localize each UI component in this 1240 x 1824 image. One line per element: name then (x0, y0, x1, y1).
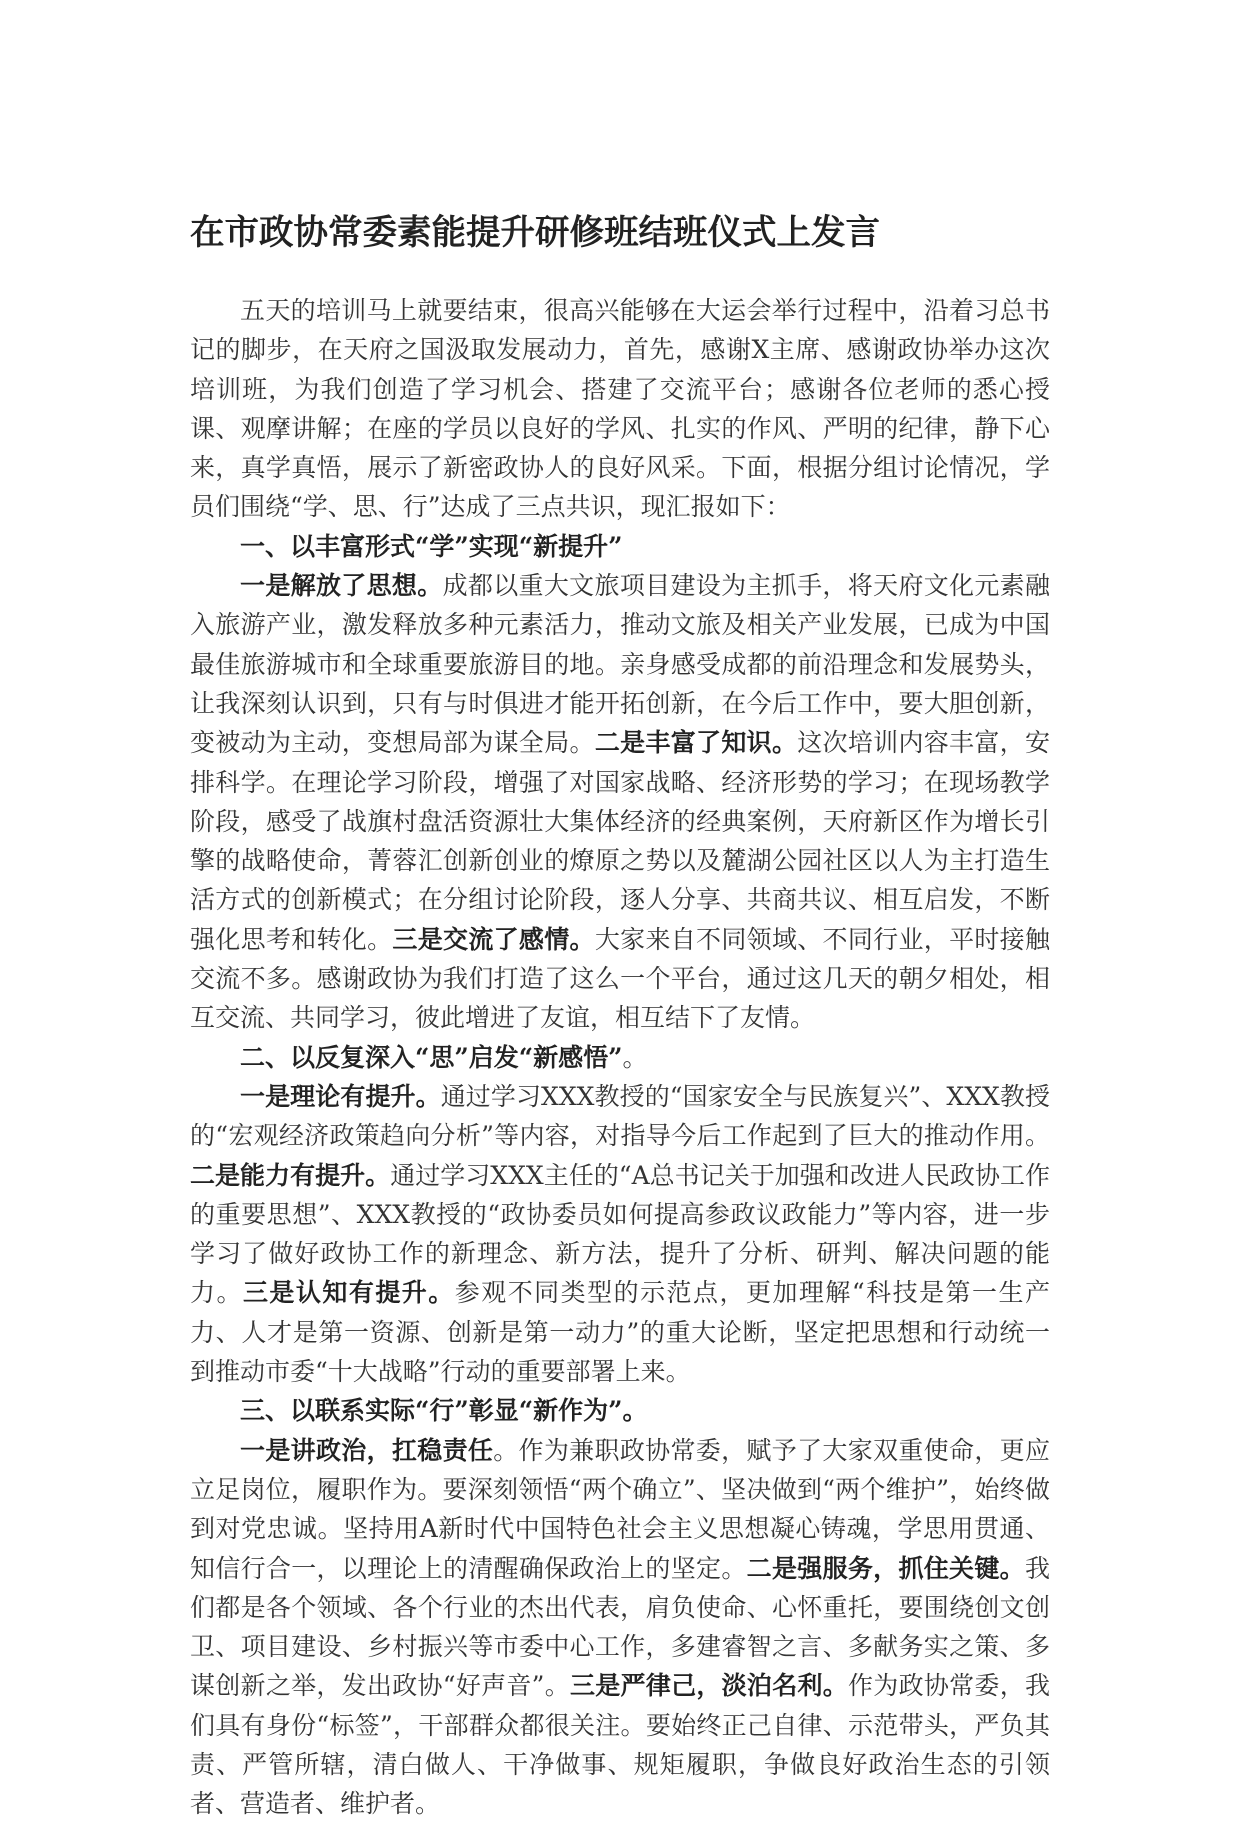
document-body (190, 291, 1050, 1824)
point-2-text: 这次培训内容丰富，安排科学。在理论学习阶段，增强了对国家战略、经济形势的学习；在现场教学阶段，感受了战旗村盘活资源壮大集体经济的经典案例，天府新区作为增长引擎的战略使命，菁蓉汇创新创业的燎原之势以及麓湖公园社区以人为主打造生活方式的创新模式；在分组讨论阶段，逐人分享、共商共议、相互启发，不断强化思考和转化。 (190, 728, 1050, 954)
section-heading-tail: 。 (622, 1042, 648, 1072)
intro-paragraph: 五天的培训马上就要结束，很高兴能够在大运会举行过程中，沿着习总书记的脚步，在天府之国汲取发展动力，首先，感谢X主席、感谢政协举办这次培训班，为我们创造了学习机会、搭建了交流平台；感谢各位老师的悉心授课、观摩讲解；在座的学员以良好的学风、扎实的作风、严明的纪律，静下心来，真学真悟，展示了新密政协人的良好风采。下面，根据分组讨论情况，学员们围绕“学、思、行”达成了三点共识，现汇报如下： (190, 296, 1050, 522)
section-3-heading (190, 1391, 1050, 1430)
section-2-paragraph (190, 1077, 1050, 1391)
point-3-label: 三是认知有提升。 (242, 1278, 455, 1308)
point-3-label: 三是交流了感情。 (392, 924, 595, 954)
point-2-text: 我们都是各个领域、各个行业的杰出代表，肩负使命、心怀重托，要围绕创文创卫、项目建设、乡村振兴等市委中心工作，多建睿智之言、多献务实之策、多谋创新之举，发出政协“好声音”。 (190, 1553, 1050, 1701)
point-1-label: 一是讲政治，扛稳责任 (240, 1435, 494, 1465)
point-2-label: 二是丰富了知识。 (594, 728, 798, 758)
section-1-paragraph (190, 566, 1050, 1038)
section-2-heading (190, 1038, 1050, 1077)
point-3-text: 大家来自不同领域、不同行业，平时接触交流不多。感谢政协为我们打造了这么一个平台，通过这几天的朝夕相处，相互交流、共同学习，彼此增进了友谊，相互结下了友情。 (190, 924, 1050, 1033)
point-1-text: 。作为兼职政协常委，赋予了大家双重使命，更应立足岗位，履职作为。要深刻领悟“两个确立”、坚决做到“两个维护”，始终做到对党忠诚。坚持用A新时代中国特色社会主义思想凝心铸魂，学思用贯通、知信行合一，以理论上的清醒确保政治上的坚定。 (190, 1435, 1050, 1583)
point-1-label: 一是解放了思想。 (240, 571, 443, 601)
point-1-label: 一是理论有提升。 (240, 1081, 441, 1111)
point-3-text: 作为政协常委，我们具有身份“标签”，干部群众都很关注。要始终正己自律、示范带头，严负其责、严管所辖，清白做人、干净做事、规矩履职，争做良好政治生态的引领者、营造者、维护者。 (190, 1671, 1050, 1819)
point-1-text: 通过学习XXX教授的“国家安全与民族复兴”、XXX教授的“宏观经济政策趋向分析”等内容，对指导今后工作起到了巨大的推动作用。 (190, 1081, 1050, 1151)
point-2-label: 二是强服务，抓住关键。 (746, 1553, 1025, 1583)
section-1-heading (190, 527, 1050, 566)
point-3-label: 三是严律己，淡泊名利。 (569, 1671, 849, 1701)
point-1-text: 成都以重大文旅项目建设为主抓手，将天府文化元素融入旅游产业，激发释放多种元素活力，推动文旅及相关产业发展，已成为中国最佳旅游城市和全球重要旅游目的地。亲身感受成都的前沿理念和发展势头，让我深刻认识到，只有与时俱进才能开拓创新，在今后工作中，要大胆创新，变被动为主动，变想局部为谋全局。 (190, 571, 1050, 758)
document-title: 在市政协常委素能提升研修班结班仪式上发言 (190, 213, 880, 253)
point-2-label: 二是能力有提升。 (190, 1160, 391, 1190)
point-3-text: 参观不同类型的示范点，更加理解“科技是第一生产力、人才是第一资源、创新是第一动力”的重大论断，坚定把思想和行动统一到推动市委“十大战略”行动的重要部署上来。 (190, 1278, 1050, 1387)
point-2-text: 通过学习XXX主任的“A总书记关于加强和改进人民政协工作的重要思想”、XXX教授的“政协委员如何提高参政议政能力”等内容，进一步学习了做好政协工作的新理念、新方法，提升了分析、研判、解决问题的能力。 (190, 1160, 1050, 1308)
section-heading-text: 三、以联系实际“行”彰显“新作为”。 (240, 1396, 648, 1426)
section-3-paragraph (190, 1431, 1050, 1824)
section-heading-text: 一、以丰富形式“学”实现“新提升” (240, 531, 623, 561)
section-heading-text: 二、以反复深入“思”启发“新感悟” (240, 1042, 623, 1072)
